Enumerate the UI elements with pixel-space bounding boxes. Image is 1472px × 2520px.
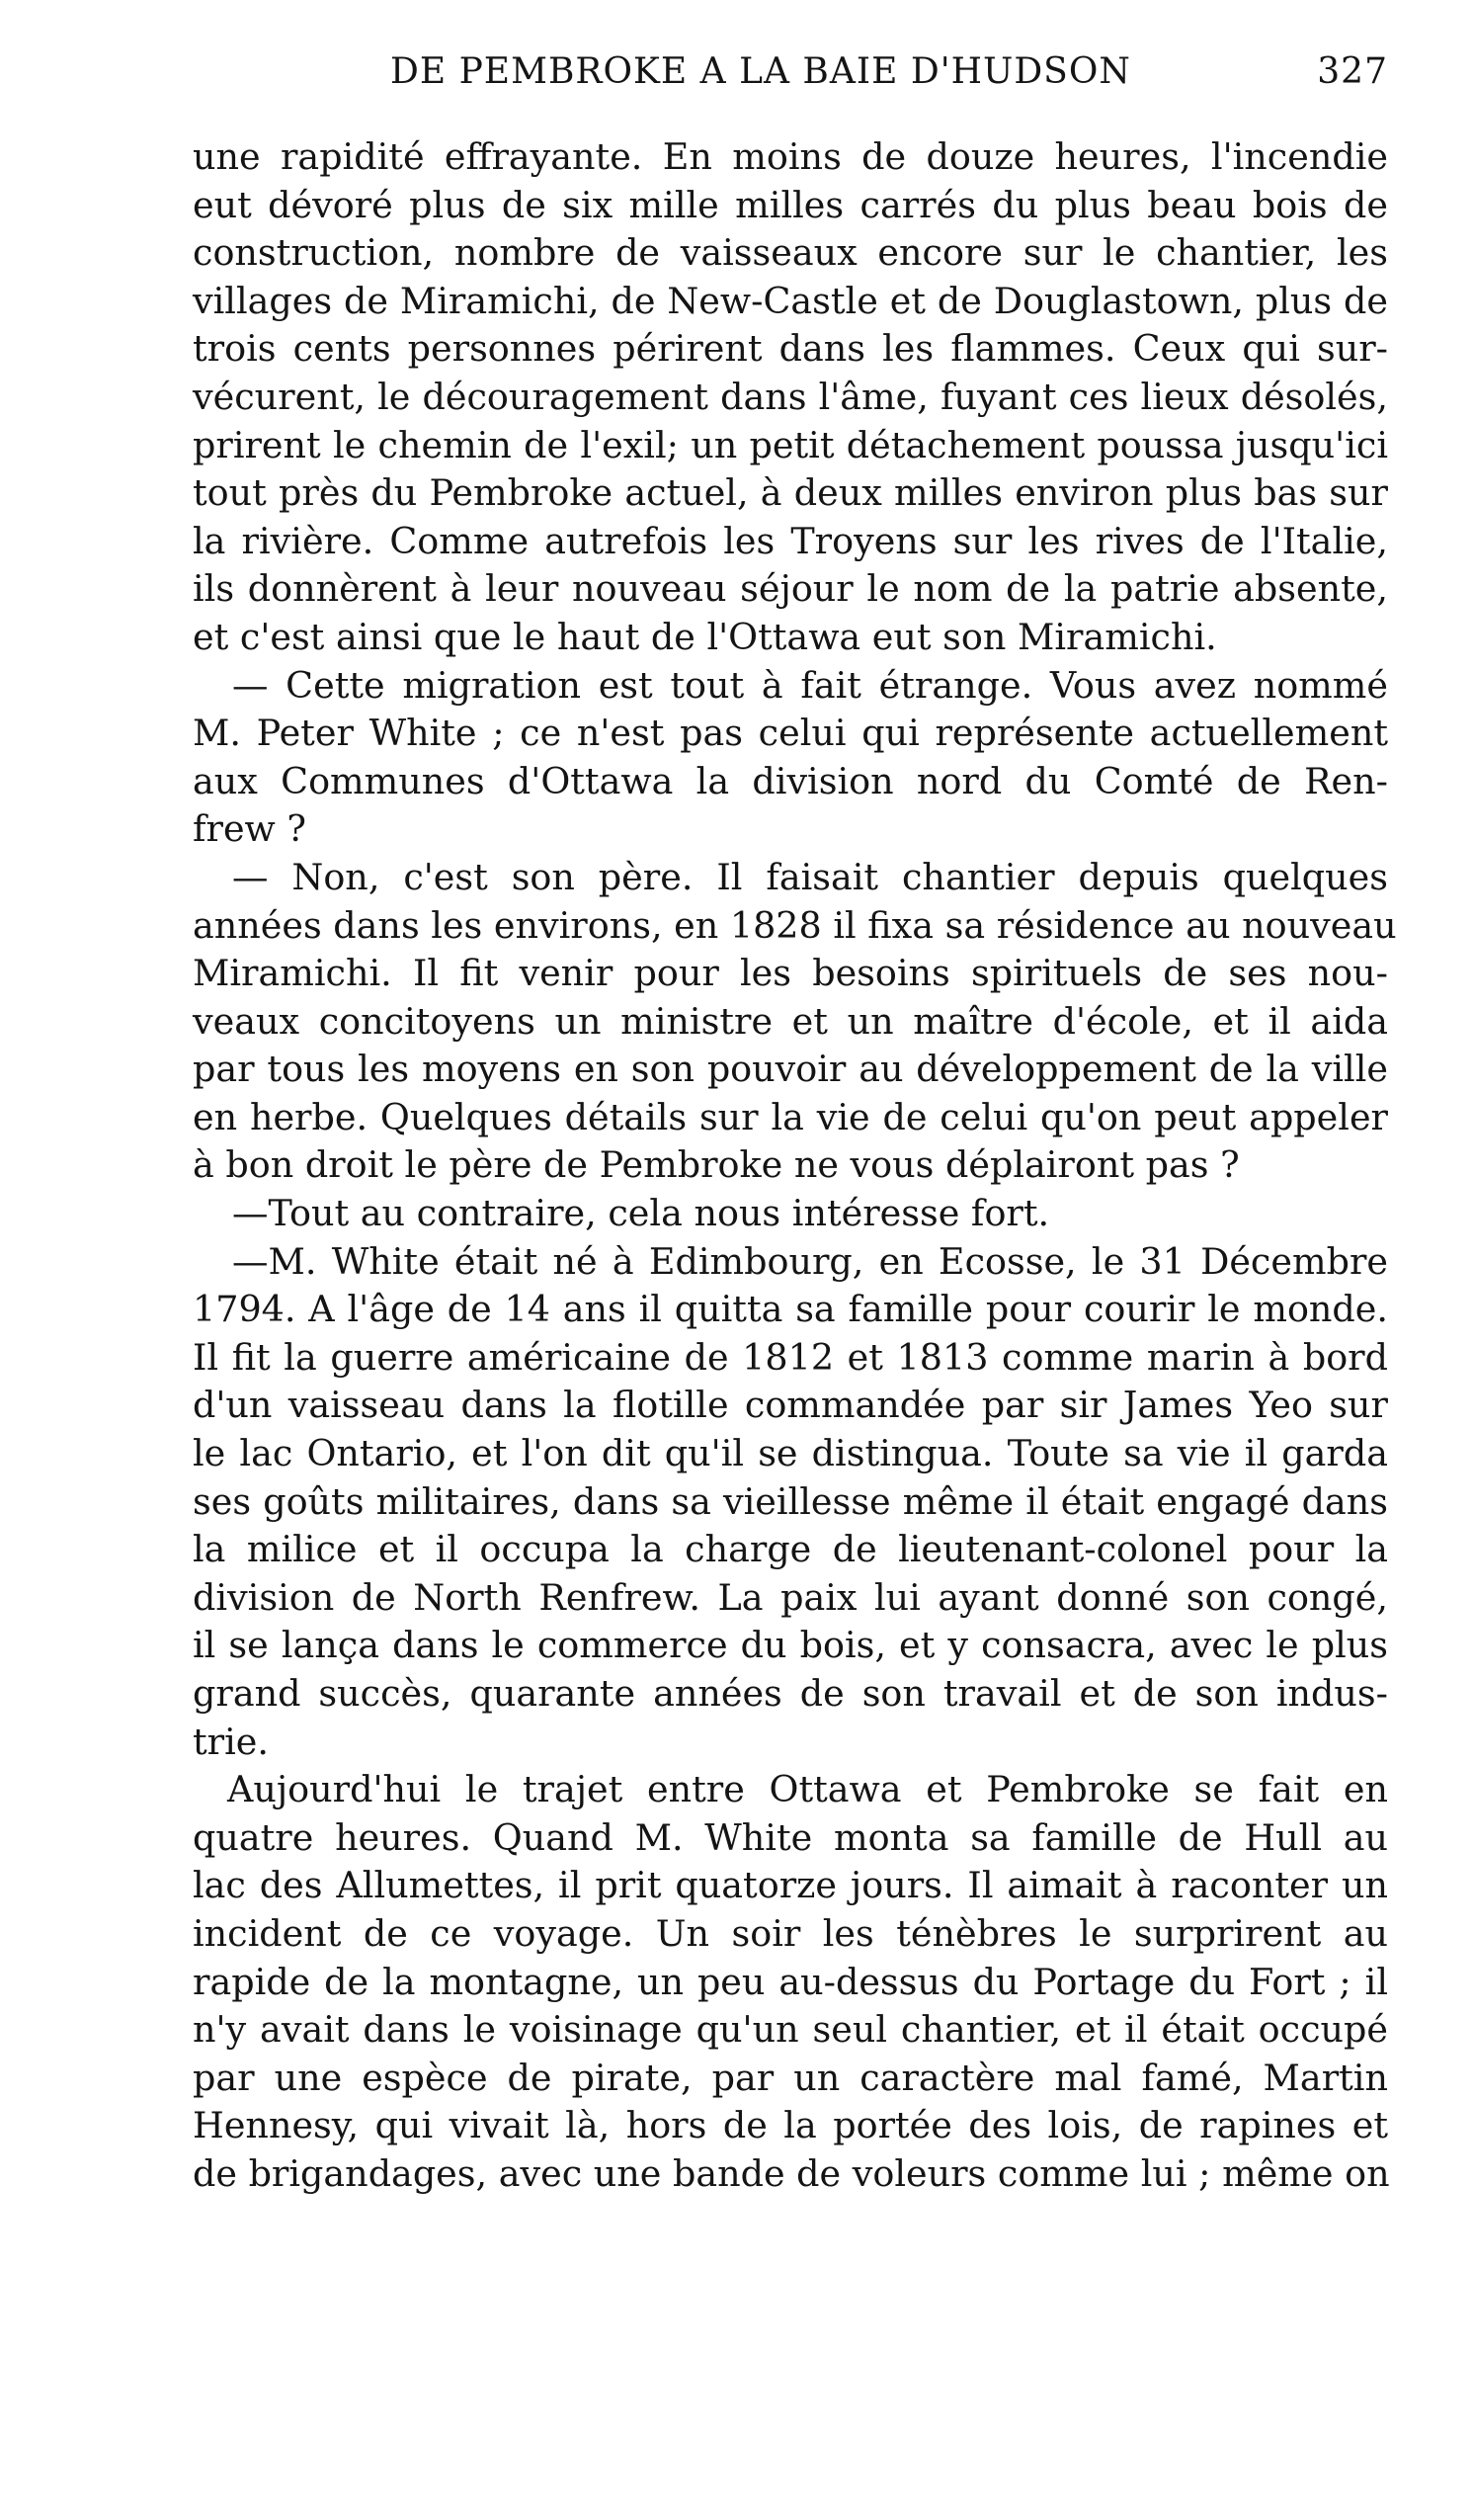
page-header: [193, 51, 1388, 111]
text-line: Aujourd'hui le trajet entre Ottawa et Pembroke se fait en: [227, 1768, 1388, 1811]
text-line: incident de ce voyage. Un soir les ténèbres le surprirent au: [193, 1911, 1388, 1955]
text-line: eut dévoré plus de six mille milles carrés du plus beau bois de: [193, 183, 1388, 226]
text-line: lac des Allumettes, il prit quatorze jours. Il aimait à raconter un: [193, 1864, 1388, 1907]
text-line: —Tout au contraire, cela nous intéresse fort.: [232, 1192, 1050, 1235]
running-title: DE PEMBROKE A LA BAIE D'HUDSON: [390, 51, 1131, 92]
text-line: grand succès, quarante années de son travail et de son indus-: [193, 1672, 1388, 1715]
text-line: construction, nombre de vaisseaux encore sur le chantier, les: [193, 231, 1388, 275]
text-line: trois cents personnes périrent dans les flammes. Ceux qui sur-: [193, 327, 1388, 371]
text-line: — Cette migration est tout à fait étrange. Vous avez nommé: [232, 663, 1388, 707]
text-line: par une espèce de pirate, par un caractère mal famé, Martin: [193, 2056, 1388, 2099]
text-line: villages de Miramichi, de New-Castle et de Douglastown, plus de: [193, 279, 1388, 322]
text-line: n'y avait dans le voisinage qu'un seul chantier, et il était occupé: [193, 2008, 1388, 2052]
text-line: par tous les moyens en son pouvoir au développement de la ville: [193, 1048, 1388, 1091]
text-line: d'un vaisseau dans la flotille commandée par sir James Yeo sur: [193, 1384, 1388, 1427]
text-line: une rapidité effrayante. En moins de douze heures, l'incendie: [193, 135, 1388, 178]
text-line: ses goûts militaires, dans sa vieillesse même il était engagé dans: [193, 1479, 1388, 1523]
text-line: — Non, c'est son père. Il faisait chantier depuis quelques: [232, 855, 1388, 898]
text-line: M. Peter White ; ce n'est pas celui qui représente actuellement: [193, 712, 1388, 755]
page-number: 327: [1317, 51, 1388, 92]
text-line: années dans les environs, en 1828 il fixa sa résidence au nouveau: [193, 903, 1397, 947]
text-line: —M. White était né à Edimbourg, en Ecosse, le 31 Décembre: [232, 1239, 1388, 1283]
text-line: division de North Renfrew. La paix lui ayant donné son congé,: [193, 1575, 1388, 1619]
text-line: et c'est ainsi que le haut de l'Ottawa eut son Miramichi.: [193, 615, 1217, 658]
text-line: la milice et il occupa la charge de lieutenant-colonel pour la: [193, 1528, 1388, 1571]
text-line: de brigandages, avec une bande de voleurs comme lui ; même on: [193, 2151, 1390, 2195]
text-line: à bon droit le père de Pembroke ne vous déplairont pas ?: [193, 1143, 1240, 1187]
text-line: 1794. A l'âge de 14 ans il quitta sa famille pour courir le monde.: [193, 1288, 1388, 1331]
text-line: frew ?: [193, 807, 306, 851]
body-text: [193, 133, 1397, 2199]
text-line: Hennesy, qui vivait là, hors de la portée des lois, de rapines et: [193, 2104, 1388, 2147]
text-line: trie.: [193, 1720, 269, 1763]
text-line: tout près du Pembroke actuel, à deux milles environ plus bas sur: [193, 471, 1388, 515]
text-line: quatre heures. Quand M. White monta sa famille de Hull au: [193, 1815, 1388, 1859]
text-line: prirent le chemin de l'exil; un petit détachement poussa jusqu'ici: [193, 423, 1388, 466]
text-line: la rivière. Comme autrefois les Troyens sur les rives de l'Italie,: [193, 519, 1388, 562]
text-line: ils donnèrent à leur nouveau séjour le nom de la patrie absente,: [193, 567, 1388, 611]
text-line: aux Communes d'Ottawa la division nord du Comté de Ren-: [193, 759, 1388, 802]
text-line: le lac Ontario, et l'on dit qu'il se distingua. Toute sa vie il garda: [193, 1432, 1388, 1475]
text-line: il se lança dans le commerce du bois, et y consacra, avec le plus: [193, 1624, 1388, 1667]
text-line: en herbe. Quelques détails sur la vie de celui qu'on peut appeler: [193, 1095, 1388, 1138]
text-line: rapide de la montagne, un peu au-dessus du Portage du Fort ; il: [193, 1960, 1388, 2003]
text-line: Il fit la guerre américaine de 1812 et 1813 comme marin à bord: [193, 1335, 1388, 1379]
text-line: vécurent, le découragement dans l'âme, fuyant ces lieux désolés,: [193, 375, 1388, 418]
text-line: veaux concitoyens un ministre et un maître d'école, et il aida: [193, 999, 1388, 1043]
text-line: Miramichi. Il fit venir pour les besoins spirituels de ses nou-: [193, 952, 1388, 995]
